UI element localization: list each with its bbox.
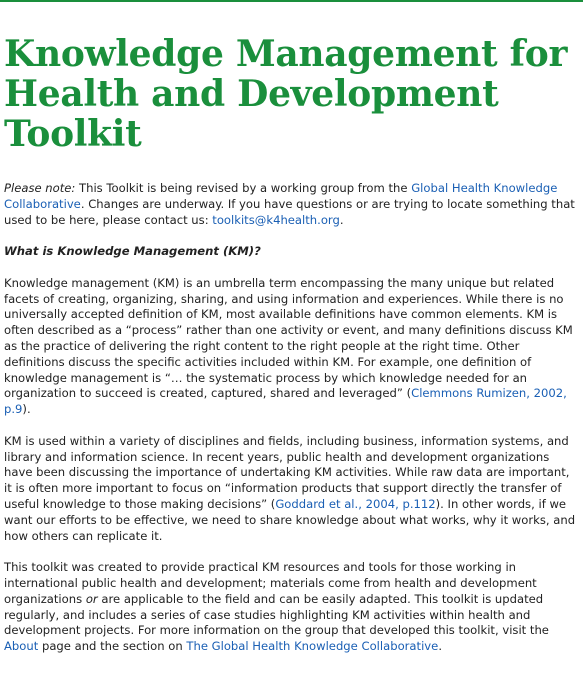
paragraph-toolkit [4, 560, 580, 655]
note-text-3: . [339, 212, 344, 227]
para2-text-2: ). In other words, if we want our efforts to be effective, we need to share knowledge about what works, why it works, and how others can replicate it. [4, 496, 576, 543]
section-question: What is Knowledge Management (KM)? [4, 244, 261, 259]
para1-text-2: ). [22, 402, 31, 417]
clemmons-citation-link[interactable]: Clemmons Rumizen, 2002, p.9 [4, 386, 567, 417]
para2-text-1: KM is used within a variety of disciplines and fields, including business, information systems, and library and information science. In recent years, public health and development organizations have been discussing the importance of undertaking KM activities. While raw data are important, it is often more important to focus on “information products that support directly the transfer of useful knowledge to those making decisions” ( [4, 433, 570, 511]
goddard-citation-link[interactable]: Goddard et al., 2004, p.112 [275, 496, 436, 511]
para3-text-3: page and the section on [38, 639, 187, 654]
contact-email-link[interactable]: toolkits@k4health.org [212, 212, 340, 227]
article-body [4, 181, 580, 671]
top-divider [0, 0, 583, 2]
about-link[interactable]: About [4, 639, 39, 654]
page-title: Knowledge Management for Health and Development Toolkit [4, 33, 568, 155]
note-text-2: . Changes are underway. If you have questions or are trying to locate something that used to be here, please contact us: [4, 196, 575, 227]
para1-text-1: Knowledge management (KM) is an umbrella term encompassing the many unique but related facets of creating, organizing, sharing, and using information and experiences. While there is no universally accepted definition of KM, most available definitions have common elements. KM is often described as a “process” rather than one activity or event, and many definitions discuss KM as the practice of delivering the right content to the right people at the right time. Other definitions discuss the specific activities included within KM. For example, one definition of knowledge management is “… the systematic process by which knowledge needed for an organization to succeed is created, captured, shared and leveraged” ( [4, 275, 573, 401]
para3-text-1: This toolkit was created to provide practical KM resources and tools for those working in international public health and development; materials come from health and development organizations [4, 560, 537, 606]
para3-text-4: . [438, 639, 442, 654]
ghkc-link[interactable]: Global Health Knowledge Collaborative [4, 181, 558, 211]
note-lead: Please note: [4, 181, 76, 195]
para3-text-2: are applicable to the field and can be easily adapted. This toolkit is updated regularly, and includes a series of case studies highlighting KM activities within health and development projects. For more information on the group that developed this toolkit, visit the [4, 591, 549, 638]
paragraph-definition [4, 276, 580, 418]
revision-note [4, 181, 580, 228]
paragraph-usage [4, 434, 580, 545]
ghkc-section-link[interactable]: The Global Health Knowledge Collaborative [186, 639, 439, 654]
note-text-1: This Toolkit is being revised by a working group from the [75, 181, 412, 195]
para3-emphasis: or [85, 591, 98, 606]
